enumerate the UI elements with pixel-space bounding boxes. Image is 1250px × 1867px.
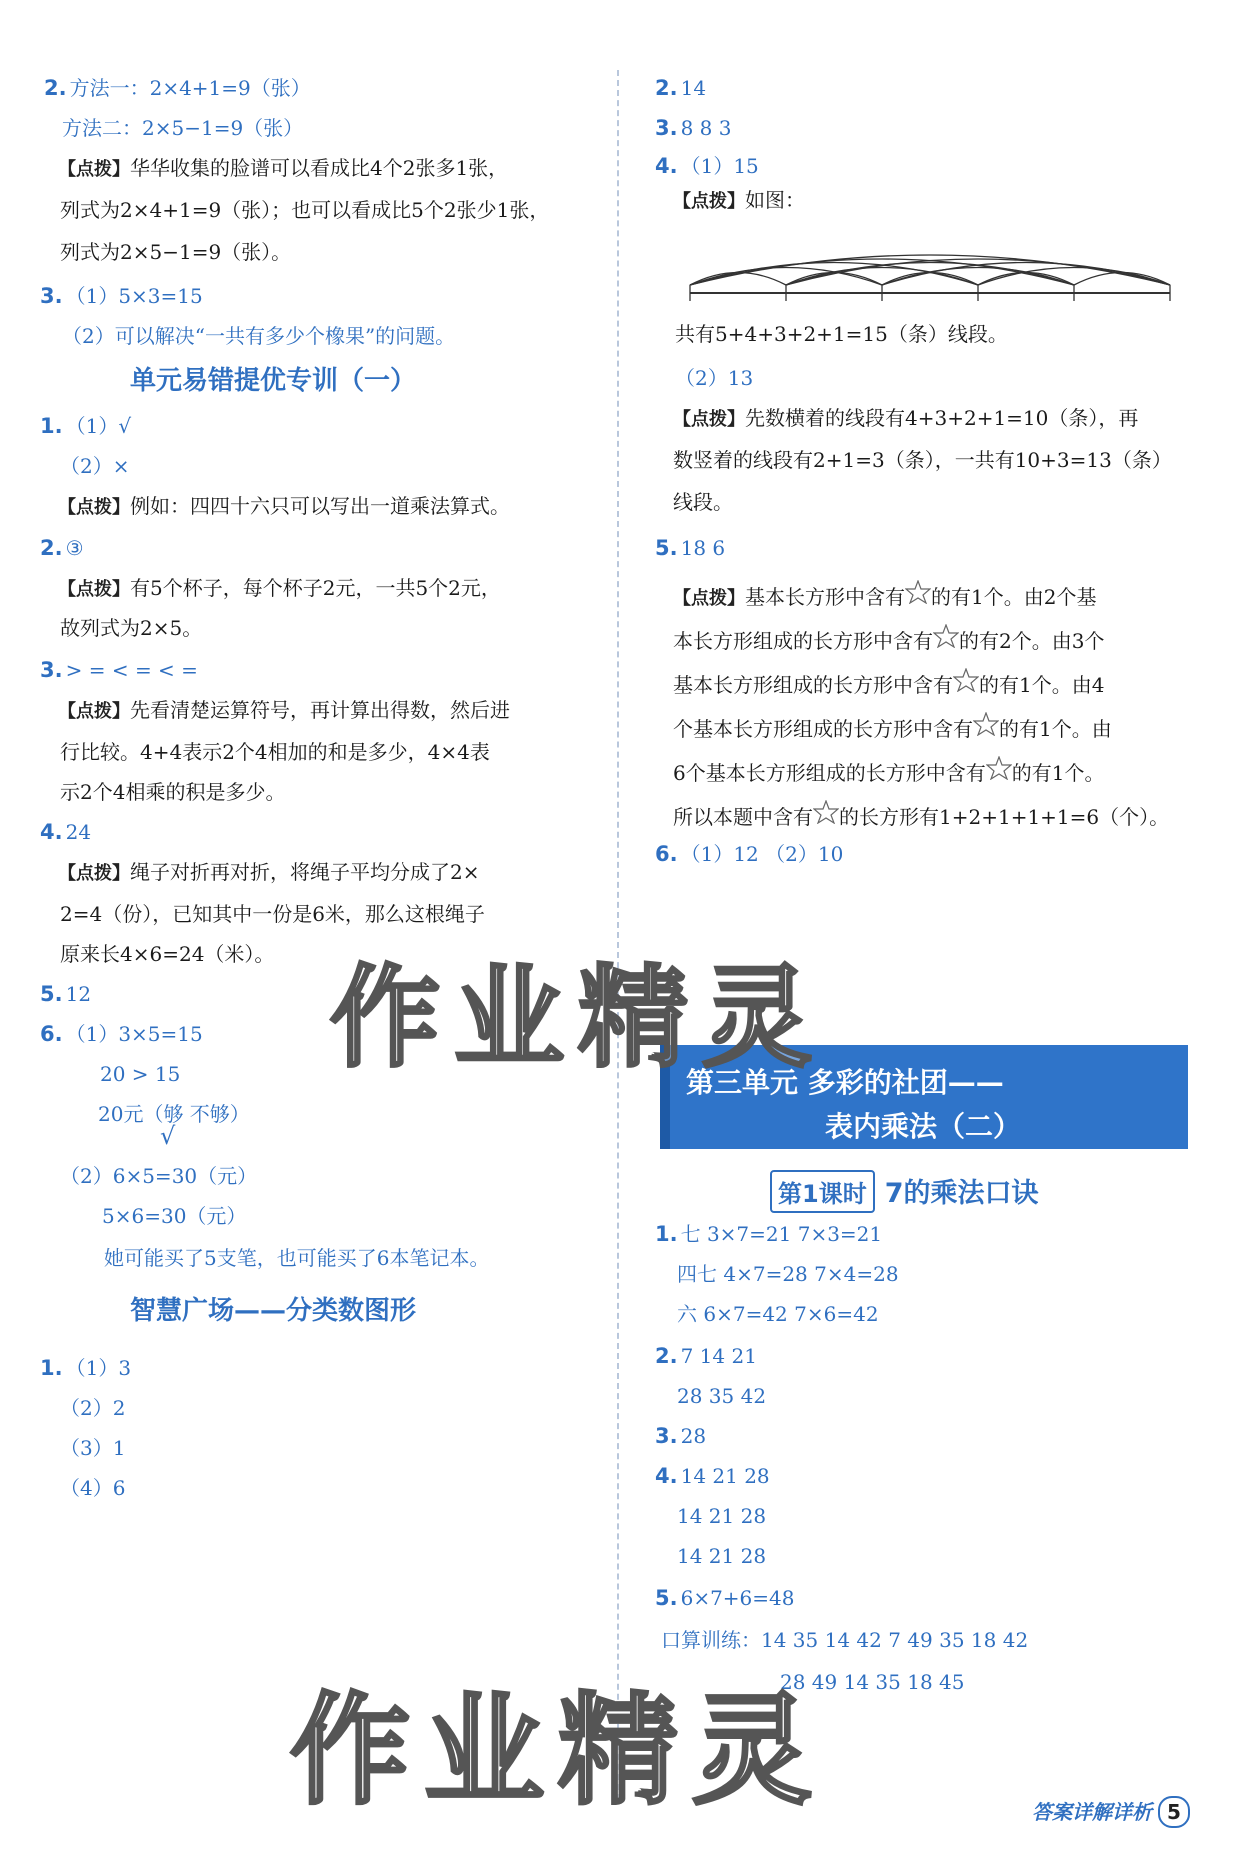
answer-line: 5×6=30（元） xyxy=(102,1204,247,1228)
star-icon xyxy=(986,756,1012,780)
section-title: 智慧广场——分类数图形 xyxy=(130,1296,417,1326)
answer-line: 2. ③ xyxy=(40,536,84,560)
star-icon xyxy=(973,712,999,736)
tip-line: 【点拨】绳子对折再对折，将绳子平均分成了2× xyxy=(58,860,480,884)
answer-line: 2. 14 xyxy=(655,76,707,100)
tip-line: 【点拨】有5个杯子，每个杯子2元，一共5个2元， xyxy=(58,576,501,600)
tip-line: 【点拨】如图： xyxy=(673,188,805,212)
answer-line: 六 6×7=42 7×6=42 xyxy=(677,1302,879,1326)
answer-line: 6. （1）12 （2）10 xyxy=(655,842,844,866)
answer-line: 6. （1）3×5=15 xyxy=(40,1022,203,1046)
banner-line-1: 第三单元 多彩的社团—— xyxy=(686,1066,1004,1099)
answer-line: 20元（够 不够） xyxy=(98,1102,250,1126)
answer-line: 口算训练：14 35 14 42 7 49 35 18 42 xyxy=(661,1628,1029,1652)
answer-line: 4. 14 21 28 xyxy=(655,1464,770,1488)
answer-line: 4. （1）15 xyxy=(655,154,759,178)
check-mark: √ xyxy=(160,1122,176,1150)
answer-line: （2）2 xyxy=(60,1396,126,1420)
answer-line: 14 21 28 xyxy=(677,1544,767,1568)
tip-line: 本长方形组成的长方形中含有 的有2个。由3个 xyxy=(673,624,1104,651)
watermark: 作业精灵 xyxy=(330,954,826,1082)
answer-line: （3）1 xyxy=(60,1436,126,1460)
tip-line: 【点拨】华华收集的脸谱可以看成比4个2张多1张， xyxy=(58,156,509,180)
answer-line: （2）× xyxy=(60,454,130,478)
line-segment-figure xyxy=(685,225,1175,305)
tip-line: 基本长方形组成的长方形中含有 的有1个。由4 xyxy=(673,668,1104,695)
answer-line: （4）6 xyxy=(60,1476,126,1500)
answer-line: 5. 12 xyxy=(40,982,92,1006)
tip-line: 【点拨】例如：四四十六只可以写出一道乘法算式。 xyxy=(58,494,510,518)
tip-line: 故列式为2×5。 xyxy=(60,616,203,640)
tip-line: 所以本题中含有 的长方形有1+2+1+1+1=6（个）。 xyxy=(673,800,1169,827)
tip-line: 示2个4相乘的积是多少。 xyxy=(60,780,286,804)
star-icon xyxy=(933,624,959,648)
answer-line: 3. 8 8 3 xyxy=(655,116,732,140)
answer-line: 20 > 15 xyxy=(100,1062,181,1086)
answer-line: 28 49 14 35 18 45 xyxy=(780,1670,965,1694)
answer-line: 她可能买了5支笔，也可能买了6本笔记本。 xyxy=(104,1246,490,1270)
tip-line: 【点拨】基本长方形中含有 的有1个。由2个基 xyxy=(673,580,1096,608)
tip-line: 6个基本长方形组成的长方形中含有 的有1个。 xyxy=(673,756,1104,783)
answer-line: （2）可以解决“一共有多少个橡果”的问题。 xyxy=(62,324,456,348)
answer-line: 14 21 28 xyxy=(677,1504,767,1528)
answer-line: 3. > = < = < = xyxy=(40,658,198,682)
tip-line: 【点拨】先数横着的线段有4+3+2+1=10（条），再 xyxy=(673,406,1139,430)
tip-line: 列式为2×4+1=9（张）；也可以看成比5个2张少1张， xyxy=(60,198,550,222)
answer-line: 4. 24 xyxy=(40,820,92,844)
answer-line: 3. （1）5×3=15 xyxy=(40,284,203,308)
answer-line: 1. （1）3 xyxy=(40,1356,132,1380)
tip-line: 共有5+4+3+2+1=15（条）线段。 xyxy=(675,322,1008,346)
footer-label: 答案详解详析 xyxy=(1032,1800,1152,1824)
answer-line: 四七 4×7=28 7×4=28 xyxy=(677,1262,899,1286)
answer-line: 2. 方法一：2×4+1=9（张） xyxy=(44,76,311,100)
tip-line: 线段。 xyxy=(673,490,733,514)
banner-line-2: 表内乘法（二） xyxy=(825,1110,1022,1143)
tip-line: 个基本长方形组成的长方形中含有 的有1个。由 xyxy=(673,712,1112,739)
lesson-heading xyxy=(770,1170,1039,1209)
lesson-number: 第1课时 xyxy=(770,1170,875,1213)
answer-line: 5. 6×7+6=48 xyxy=(655,1586,795,1610)
tip-line: 原来长4×6=24（米）。 xyxy=(60,942,275,966)
tip-line: 列式为2×5−1=9（张）。 xyxy=(60,240,292,264)
section-title: 单元易错提优专训（一） xyxy=(130,366,417,396)
watermark: 作业精灵 xyxy=(290,1682,826,1821)
star-icon xyxy=(953,668,979,692)
answer-line: 3. 28 xyxy=(655,1424,707,1448)
star-icon xyxy=(905,580,931,604)
answer-line: （2）6×5=30（元） xyxy=(60,1164,258,1188)
answer-line: 方法二：2×5−1=9（张） xyxy=(62,116,304,140)
tip-line: 数竖着的线段有2+1=3（条），一共有10+3=13（条） xyxy=(673,448,1172,472)
answer-line: 2. 7 14 21 xyxy=(655,1344,757,1368)
answer-line: 1. （1）√ xyxy=(40,414,132,438)
tip-line: 行比较。4+4表示2个4相加的和是多少，4×4表 xyxy=(60,740,490,764)
star-icon xyxy=(813,800,839,824)
answer-line: 28 35 42 xyxy=(677,1384,767,1408)
lesson-title: 7的乘法口诀 xyxy=(884,1178,1039,1209)
answer-line: （2）13 xyxy=(675,366,754,390)
tip-line: 2=4（份），已知其中一份是6米，那么这根绳子 xyxy=(60,902,485,926)
page-footer xyxy=(1032,1796,1190,1828)
page-number: 5 xyxy=(1158,1796,1190,1828)
answer-line: 1. 七 3×7=21 7×3=21 xyxy=(655,1222,883,1246)
answer-line: 5. 18 6 xyxy=(655,536,726,560)
tip-line: 【点拨】先看清楚运算符号，再计算出得数，然后进 xyxy=(58,698,510,722)
